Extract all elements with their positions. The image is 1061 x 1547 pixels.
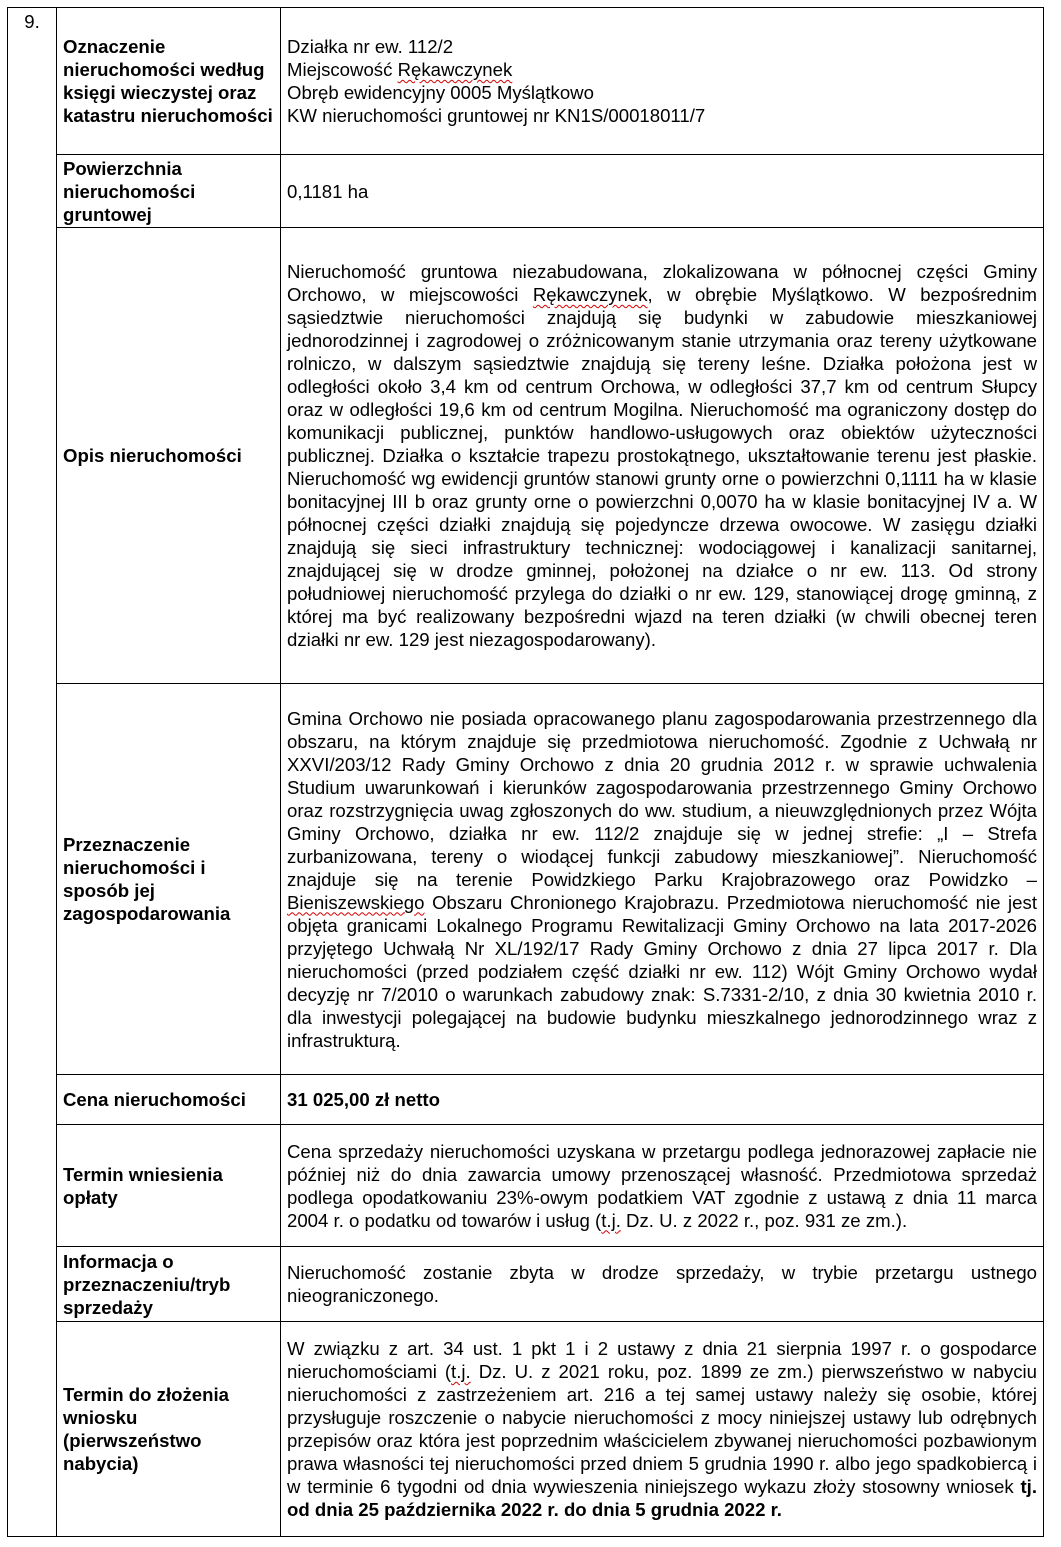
application-period: tj. od dnia 25 października 2022 r. do dnia 5 grudnia 2022 r. [287,1476,1037,1520]
label-application-deadline: Termin do złożenia wniosku (pierwszeństwo nabycia) [57,1322,281,1537]
land-register-number: KW nieruchomości gruntowej nr KN1S/00018011/7 [287,105,706,126]
row-description [8,228,1044,684]
locality: Miejscowość Rękawczynek [287,59,513,80]
item-number: 9. [8,8,57,1537]
property-listing-table [7,7,1044,1537]
label-sale-mode: Informacja o przeznaczeniu/tryb sprzedaży [57,1247,281,1322]
row-payment-deadline [8,1125,1044,1247]
value-area: 0,1181 ha [281,155,1044,228]
value-sale-mode: Nieruchomość zostanie zbyta w drodze sprzedaży, w trybie przetargu ustnego nieograniczonego. [281,1247,1044,1322]
abbrev-tj: t.j. [451,1361,471,1382]
row-land-registry [8,8,1044,155]
label-price: Cena nieruchomości [57,1075,281,1125]
abbrev-tj: t.j. [601,1209,621,1231]
row-zoning [8,684,1044,1075]
row-area [8,155,1044,228]
value-payment-deadline: Cena sprzedaży nieruchomości uzyskana w przetargu podlega jednorazowej zapłacie nie później niż do dnia zawarcia umowy przenoszącej własność. Przedmiotowa sprzedaż podlega opodatkowaniu 23%-owym podatkiem VAT zgodnie z ustawą z dnia 11 marca 2004 r. o podatku od towarów i usług (t.j. Dz. U. z 2022 r., poz. 931 ze zm.). [281,1125,1044,1247]
parcel-number: Działka nr ew. 112/2 [287,36,454,57]
value-description: Nieruchomość gruntowa niezabudowana, zlokalizowana w północnej części Gminy Orchowo, w miejscowości Rękawczynek, w obrębie Myślątkowo. W bezpośrednim sąsiedztwie nieruchomości znajdują się budynki w zabudowie mieszkaniowej jednorodzinnej i zagrodowej o zróżnicowanym stanie utrzymania oraz tereny użytkowane rolniczo, w dalszym sąsiedztwie znajdują się tereny leśne. Działka położona jest w odległości około 3,4 km od centrum Orchowa, w odległości 37,7 km od centrum Słupcy oraz w odległości 19,6 km od centrum Mogilna. Nieruchomość ma ograniczony dostęp do komunikacji publicznej, punktów handlowo-usługowych oraz obiektów użyteczności publicznej. Działka o kształcie trapezu prostokątnego, ukształtowanie terenu jest płaskie. Nieruchomość wg ewidencji gruntów stanowi grunty orne o powierzchni 0,1111 ha w klasie bonitacyjnej III b oraz grunty orne o powierzchni 0,0070 ha w klasie bonitacyjnej IV a. W północnej części działki znajdują się pojedyncze drzewa owocowe. W zasięgu działki znajdują się sieci infrastruktury technicznej: wodociągowej i kanalizacji sanitarnej, znajdującej się w drodze gminnej, położonej na działce o nr ew. 113. Od strony południowej nieruchomość przylega do działki o nr ew. 129, stanowiącej drogę gminną, z której ma być realizowany bezpośredni wjazd na teren działki (w chwili obecnej teren działki nr ew. 129 jest niezagospodarowany). [281,228,1044,684]
label-zoning: Przeznaczenie nieruchomości i sposób jej zagospodarowania [57,684,281,1075]
value-price: 31 025,00 zł netto [281,1075,1044,1125]
locality-name: Rękawczynek [397,59,513,80]
locality-name-inline: Rękawczynek [532,284,648,305]
row-price [8,1075,1044,1125]
value-land-registry [281,8,1044,155]
registration-precinct: Obręb ewidencyjny 0005 Myślątkowo [287,82,594,103]
value-application-deadline: W związku z art. 34 ust. 1 pkt 1 i 2 ustawy z dnia 21 sierpnia 1997 r. o gospodarce nieruchomościami (t.j. Dz. U. z 2021 roku, poz. 1899 ze zm.) pierwszeństwo w nabyciu nieruchomości z zastrzeżeniem art. 216 a tej samej ustawy należy się osobie, której przysługuje roszczenie o nabycie nieruchomości z mocy niniejszej ustawy lub odrębnych przepisów oraz która jest poprzednim właścicielem zbywanej nieruchomości pozbawionym prawa własności tej nieruchomości przed dniem 5 grudnia 1990 r. albo jego spadkobiercą i w terminie 6 tygodni od dnia wywieszenia niniejszego wykazu złoży stosowny wniosek tj. od dnia 25 października 2022 r. do dnia 5 grudnia 2022 r. [281,1322,1044,1537]
label-description: Opis nieruchomości [57,228,281,684]
row-sale-mode [8,1247,1044,1322]
label-land-registry: Oznaczenie nieruchomości według księgi wieczystej oraz katastru nieruchomości [57,8,281,155]
label-area: Powierzchnia nieruchomości gruntowej [57,155,281,228]
label-payment-deadline: Termin wniesienia opłaty [57,1125,281,1247]
value-zoning: Gmina Orchowo nie posiada opracowanego planu zagospodarowania przestrzennego dla obszaru, na którym znajduje się przedmiotowa nieruchomość. Zgodnie z Uchwałą nr XXVI/203/12 Rady Gminy Orchowo z dnia 20 grudnia 2012 r. w sprawie uchwalenia Studium uwarunkowań i kierunków zagospodarowania przestrzennego Gminy Orchowo oraz rozstrzygnięcia uwag zgłoszonych do ww. studium, a nieuwzględnionych przez Wójta Gminy Orchowo, działka nr ew. 112/2 znajduje się w jednej strefie: „I – Strefa zurbanizowana, tereny o wiodącej funkcji zabudowy mieszkaniowej”. Nieruchomość znajduje się na terenie Powidzkiego Parku Krajobrazowego oraz Powidzko – Bieniszewskiego Obszaru Chronionego Krajobrazu. Przedmiotowa nieruchomość nie jest objęta granicami Lokalnego Programu Rewitalizacji Gminy Orchowo na lata 2017-2026 przyjętego Uchwałą Nr XL/192/17 Rady Gminy Orchowo z dnia 27 lipca 2017 r. Dla nieruchomości (przed podziałem część działki nr ew. 112) Wójt Gminy Orchowo wydał decyzję nr 7/2010 o warunkach zabudowy znak: S.7331-2/10, z dnia 30 kwietnia 2010 r. dla inwestycji polegającej na budowie budynku mieszkalnego jednorodzinnego wraz z infrastrukturą. [281,684,1044,1075]
protected-area-name: Bieniszewskiego [287,891,425,913]
row-application-deadline [8,1322,1044,1537]
